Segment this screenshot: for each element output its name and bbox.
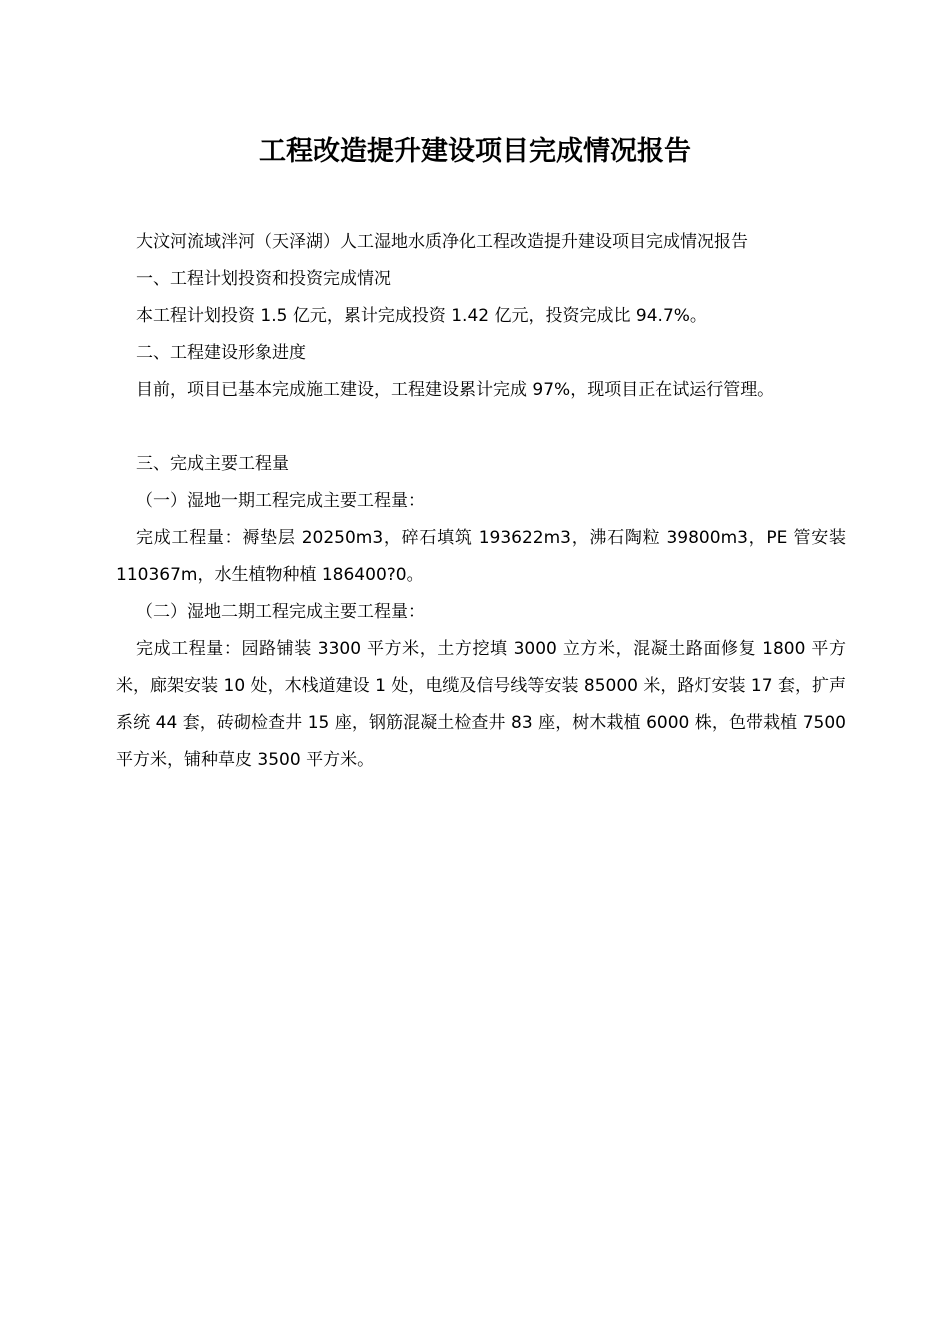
phase-1-text: 完成工程量：褥垫层 20250m3，碎石填筑 193622m3，沸石陶粒 39800m3，PE 管安装 110367m，水生植物种植 186400?0。 [116, 528, 846, 585]
section-1-heading: 一、工程计划投资和投资完成情况 [136, 269, 391, 289]
section-2-text: 目前，项目已基本完成施工建设，工程建设累计完成 97%，现项目正在试运行管理。 [136, 380, 775, 400]
phase-1-heading: （一）湿地一期工程完成主要工程量： [136, 491, 425, 511]
phase-2-text: 完成工程量：园路铺装 3300 平方米，土方挖填 3000 立方米，混凝土路面修复 1800 平方米，廊架安装 10 处，木栈道建设 1 处，电缆及信号线等安装 85000 米，路灯安装 17 套，扩声系统 44 套，砖砌检查井 15 座，钢筋混凝土检查井 83 座，树木栽植 6000 株，色带栽植 7500 平方米，铺种草皮 3500 平方米。 [116, 639, 846, 770]
paragraph-gap [116, 409, 846, 446]
section-1-text: 本工程计划投资 1.5 亿元，累计完成投资 1.42 亿元，投资完成比 94.7%。 [136, 306, 707, 326]
page-title: 工程改造提升建设项目完成情况报告 [259, 136, 691, 167]
phase-2-heading: （二）湿地二期工程完成主要工程量： [136, 602, 425, 622]
section-3-heading: 三、完成主要工程量 [136, 454, 289, 474]
document-body [116, 224, 846, 779]
section-2-heading: 二、工程建设形象进度 [136, 343, 306, 363]
document-subtitle: 大汶河流域泮河（天泽湖）人工湿地水质净化工程改造提升建设项目完成情况报告 [136, 232, 748, 252]
